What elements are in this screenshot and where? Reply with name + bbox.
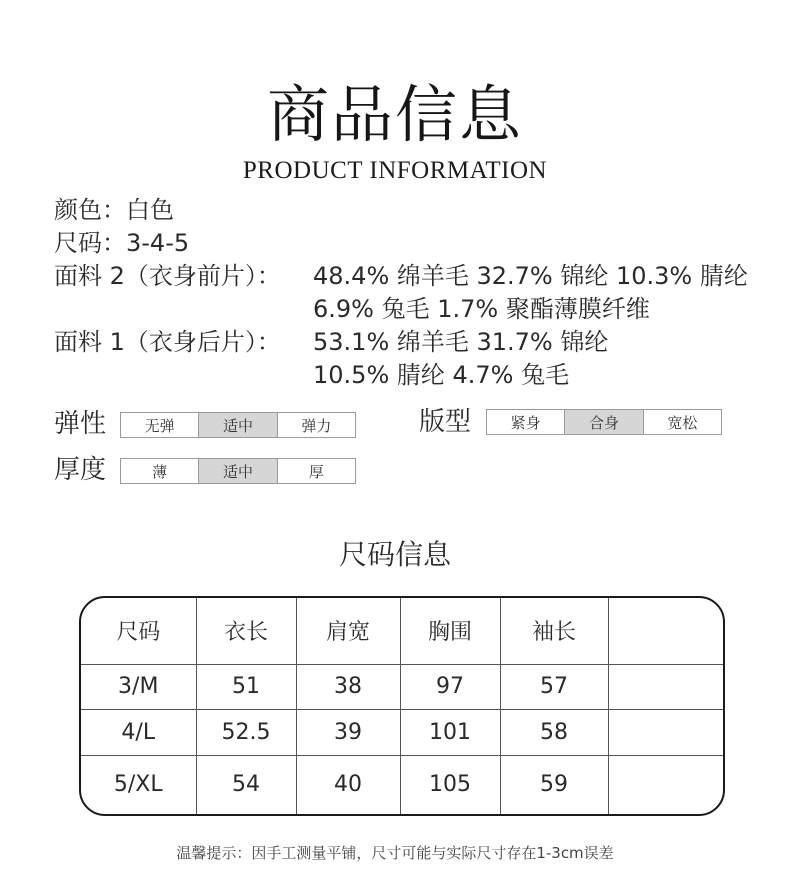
fabric1-line1: 53.1% 绵羊毛 31.7% 锦纶: [313, 328, 609, 356]
table-cell: 97: [400, 664, 500, 709]
thickness-option-thin: 薄: [121, 459, 199, 483]
header-cell-sleeve: 袖长: [500, 598, 608, 664]
header-cell-length: 衣长: [196, 598, 296, 664]
table-cell: 59: [500, 755, 608, 814]
table-cell: 4/L: [81, 709, 196, 755]
table-cell: 5/XL: [81, 755, 196, 814]
color-info: 颜色：白色: [54, 196, 174, 224]
header-cell-shoulder: 肩宽: [296, 598, 400, 664]
fit-scale: [486, 409, 722, 435]
thickness-label: 厚度: [54, 455, 107, 485]
thickness-option-thick: 厚: [308, 462, 324, 481]
fabric2-line1: 48.4% 绵羊毛 32.7% 锦纶 10.3% 腈纶: [313, 262, 748, 290]
thickness-option-moderate: 适中: [199, 459, 277, 483]
fabric1-label: 面料 1（衣身后片）：: [54, 328, 281, 356]
size-info: 尺码：3-4-5: [54, 229, 190, 257]
page-subtitle: PRODUCT INFORMATION: [242, 157, 548, 184]
table-cell: 54: [196, 755, 296, 814]
measurement-note: 温馨提示：因手工测量平铺，尺寸可能与实际尺寸存在1-3cm误差: [176, 844, 614, 862]
table-row: [81, 664, 723, 709]
table-cell: [608, 664, 723, 709]
fit-option-slim: 紧身: [487, 410, 565, 434]
header-cell-empty: [608, 598, 723, 664]
fit-option-loose: 宽松: [667, 413, 698, 432]
table-cell: 3/M: [81, 664, 196, 709]
header-cell-size: 尺码: [81, 598, 196, 664]
table-header-row: [81, 598, 723, 664]
elasticity-scale: [120, 412, 356, 438]
page-title: 商品信息: [266, 78, 523, 151]
table-cell: [608, 755, 723, 814]
fit-label: 版型: [419, 407, 472, 437]
elasticity-option-none: 无弹: [121, 413, 199, 437]
fabric2-line2: 6.9% 兔毛 1.7% 聚酯薄膜纤维: [313, 295, 650, 323]
size-info-title: 尺码信息: [338, 538, 451, 571]
thickness-scale: [120, 458, 356, 484]
table-cell: [608, 709, 723, 755]
elasticity-option-stretch: 弹力: [301, 416, 332, 435]
elasticity-option-moderate: 适中: [199, 413, 277, 437]
table-cell: 57: [500, 664, 608, 709]
table-cell: 52.5: [196, 709, 296, 755]
size-table: [79, 596, 725, 816]
table-row: [81, 755, 723, 814]
table-cell: 58: [500, 709, 608, 755]
table-cell: 105: [400, 755, 500, 814]
elasticity-label: 弹性: [54, 409, 107, 439]
table-row: [81, 709, 723, 755]
table-cell: 51: [196, 664, 296, 709]
fabric1-line2: 10.5% 腈纶 4.7% 兔毛: [313, 361, 570, 389]
table-cell: 101: [400, 709, 500, 755]
header-cell-chest: 胸围: [400, 598, 500, 664]
fabric2-label: 面料 2（衣身前片）：: [54, 262, 281, 290]
table-cell: 40: [296, 755, 400, 814]
fit-option-regular: 合身: [565, 410, 643, 434]
table-cell: 38: [296, 664, 400, 709]
table-cell: 39: [296, 709, 400, 755]
